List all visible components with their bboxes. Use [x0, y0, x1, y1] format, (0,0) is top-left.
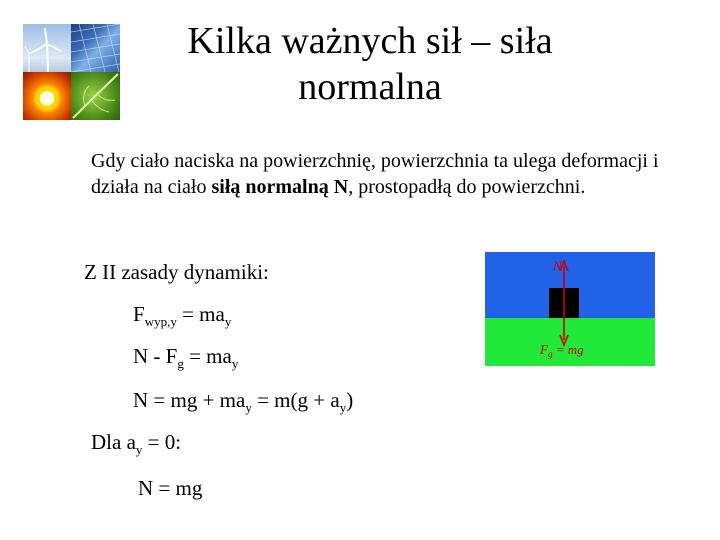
eq2-sub-b: y	[231, 356, 239, 371]
title-line-1: Kilka ważnych sił – siła	[187, 20, 553, 62]
eq3-part-a: N = mg + ma	[133, 388, 246, 412]
sun-icon	[23, 72, 71, 120]
intro-paragraph	[91, 148, 691, 200]
eq3-part-c: )	[346, 388, 354, 412]
normal-force-label: N	[553, 258, 562, 273]
section-heading: Z II zasady dynamiki:	[84, 260, 269, 284]
eq2-part-b: = ma	[183, 344, 232, 368]
equation-2	[133, 344, 238, 369]
result-equation: N = mg	[138, 476, 203, 500]
eq3-sub-b: y	[339, 400, 347, 415]
leaf-icon	[71, 72, 120, 120]
solar-panel-icon	[71, 24, 120, 72]
cond-part-b: = 0:	[142, 430, 182, 454]
wind-turbine-icon	[23, 24, 71, 72]
eq1-part-b: = ma	[176, 302, 225, 326]
paragraph-text-start: Gdy ciało naciska na powierzchnię, powierzchnia ta ulega deformacji i działa na ciało	[91, 150, 659, 198]
cond-part-a: Dla a	[91, 430, 136, 454]
slide-title	[120, 18, 620, 110]
normal-force-diagram	[485, 252, 655, 366]
energy-logo	[23, 24, 120, 120]
eq3-sub-a: y	[245, 400, 252, 415]
condition-line	[91, 430, 181, 455]
eq1-sub-a: wyp,y	[144, 314, 177, 329]
gravity-force-label: $F_g$ = mg	[540, 342, 584, 359]
title-line-2: normalna	[298, 66, 442, 108]
eq2-sub-a: g	[177, 356, 184, 371]
paragraph-bold-term: siłą normalną N	[211, 176, 349, 198]
eq1-sub-b: y	[224, 314, 232, 329]
eq3-part-b: = m(g + a	[251, 388, 340, 412]
eq2-part-a: N - F	[133, 344, 178, 368]
equation-3	[133, 388, 353, 413]
paragraph-text-end: , prostopadłą do powierzchni.	[348, 176, 586, 198]
cond-sub-a: y	[135, 442, 143, 457]
eq1-part-a: F	[133, 302, 145, 326]
equation-1	[133, 302, 231, 327]
